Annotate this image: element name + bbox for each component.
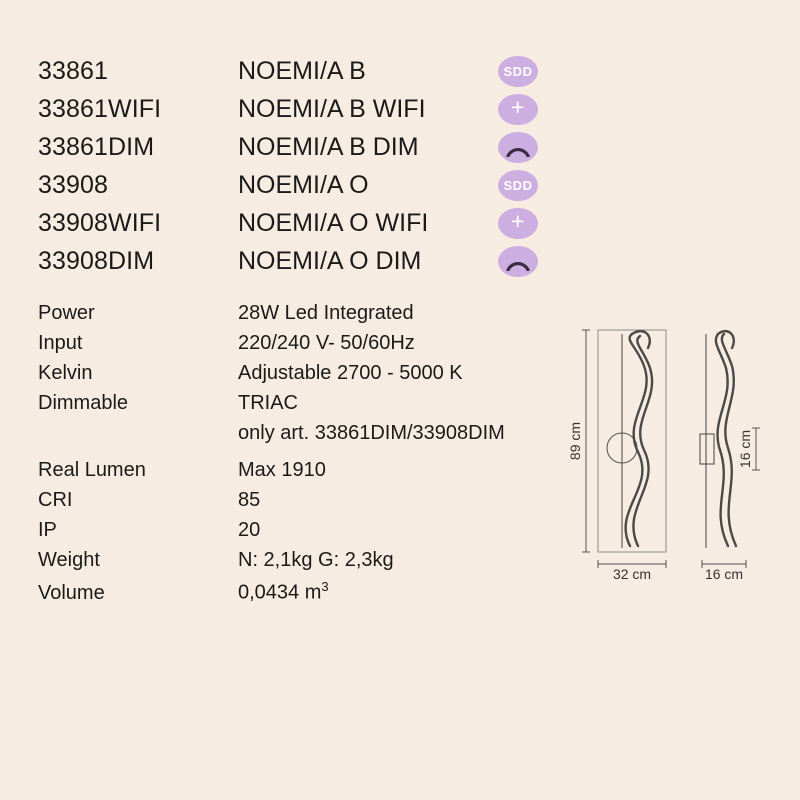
- spec-label: Kelvin: [38, 362, 93, 384]
- side-height-dimension: [737, 428, 760, 470]
- table-row: [38, 489, 558, 519]
- table-row: [38, 362, 558, 392]
- table-row: [38, 519, 558, 549]
- side-width-dimension: [702, 560, 746, 582]
- product-code: 33861: [38, 56, 109, 85]
- spec-label: Volume: [38, 581, 105, 604]
- spec-value: Adjustable 2700 - 5000 K: [238, 362, 463, 384]
- product-code-table: [38, 52, 558, 280]
- table-row: [38, 166, 558, 204]
- spec-label: Power: [38, 302, 95, 324]
- spec-label: Real Lumen: [38, 459, 146, 481]
- spec-label: Weight: [38, 549, 100, 571]
- table-row: [38, 204, 558, 242]
- side-height-label: 16 cm: [737, 429, 753, 469]
- front-view-drawing: [598, 330, 666, 552]
- table-row: [38, 242, 558, 280]
- spacer: [38, 445, 558, 459]
- front-height-label: 89 cm: [567, 421, 583, 461]
- spec-value: Max 1910: [238, 459, 326, 481]
- dimmer-badge-icon: [498, 246, 538, 277]
- dimmer-badge-icon: [498, 132, 538, 163]
- product-code: 33908WIFI: [38, 208, 162, 237]
- sdd-badge-icon: SDD: [498, 56, 538, 87]
- front-height-dimension: [567, 330, 590, 552]
- side-width-label: 16 cm: [704, 566, 744, 582]
- spec-label: Input: [38, 332, 83, 354]
- table-row: [38, 549, 558, 579]
- spec-label: Dimmable: [38, 392, 129, 414]
- table-row: [38, 90, 558, 128]
- table-row: [38, 392, 558, 422]
- spec-value: 220/240 V- 50/60Hz: [238, 332, 415, 354]
- sdd-badge-icon: SDD: [498, 170, 538, 201]
- spec-label: CRI: [38, 489, 73, 511]
- product-code: 33861DIM: [38, 132, 155, 161]
- table-row: [38, 302, 558, 332]
- plus-badge-icon: +: [498, 208, 538, 239]
- product-name: NOEMI/A B DIM: [238, 132, 419, 161]
- spec-value: 20: [238, 519, 261, 541]
- product-code: 33908DIM: [38, 246, 155, 275]
- spec-value: TRIAC: [238, 392, 298, 414]
- spec-value: [238, 579, 329, 605]
- technical-drawings: [560, 320, 790, 600]
- table-row: [38, 459, 558, 489]
- front-width-label: 32 cm: [612, 566, 652, 582]
- table-row: [38, 579, 558, 609]
- table-row: [38, 332, 558, 362]
- front-width-dimension: [598, 560, 666, 582]
- product-name: NOEMI/A B WIFI: [238, 94, 426, 123]
- spec-value: 85: [238, 489, 261, 511]
- side-view-drawing: [700, 331, 736, 548]
- product-name: NOEMI/A O WIFI: [238, 208, 429, 237]
- product-name: NOEMI/A O DIM: [238, 246, 422, 275]
- table-row: [38, 128, 558, 166]
- dimmable-note: only art. 33861DIM/33908DIM: [238, 422, 505, 444]
- product-code: 33861WIFI: [38, 94, 162, 123]
- spec-value: 28W Led Integrated: [238, 302, 414, 324]
- product-code: 33908: [38, 170, 109, 199]
- table-row: [38, 52, 558, 90]
- volume-number: 0,0434 m: [238, 581, 322, 604]
- spec-label: IP: [38, 519, 57, 541]
- product-name: NOEMI/A B: [238, 56, 366, 85]
- product-name: NOEMI/A O: [238, 170, 369, 199]
- volume-exponent: 3: [321, 579, 329, 594]
- specification-table: [38, 302, 558, 609]
- spec-value: N: 2,1kg G: 2,3kg: [238, 549, 394, 571]
- plus-badge-icon: +: [498, 94, 538, 125]
